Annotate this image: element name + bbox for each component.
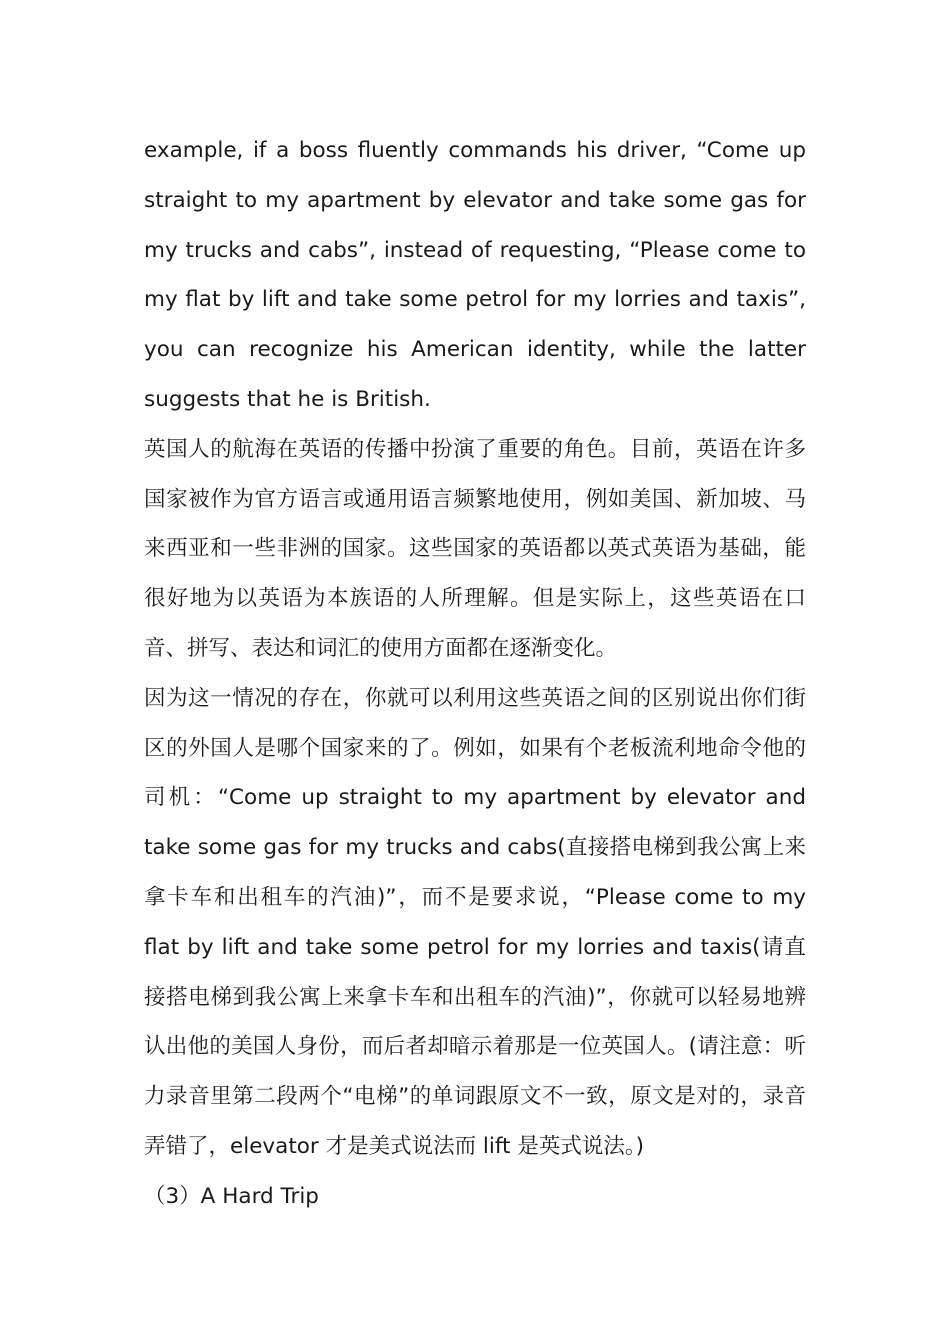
paragraph-english-example: example, if a boss fluently commands his driver, “Come up straight to my apartment by elevator and take some gas for my trucks and cabs”, instead of requesting, “Please come to my flat by lift and take some petrol for my lorries and taxis”, you can recognize his American identity, while the latter suggests that he is British. [144,138,806,412]
document-body [144,126,806,1222]
paragraph-chinese-example: 因为这一情况的存在，你就可以利用这些英语之间的区别说出你们街区的外国人是哪个国家来的了。例如，如果有个老板流利地命令他的司机：“Come up straight to my apartment by elevator and take some gas for my trucks and cabs(直接搭电梯到我公寓上来拿卡车和出租车的汽油)”，而不是要求说，“Please come to my flat by lift and take some petrol for my lorries and taxis(请直接搭电梯到我公寓上来拿卡车和出租车的汽油)”，你就可以轻易地辨认出他的美国人身份，而后者却暗示着那是一位英国人。(请注意：听力录音里第二段两个“电梯”的单词跟原文不一致，原文是对的，录音弄错了，elevator 才是美式说法而 lift 是英式说法。) [144,685,806,1159]
section-heading: （3）A Hard Trip [144,1183,319,1209]
paragraph-chinese-spread: 英国人的航海在英语的传播中扮演了重要的角色。目前，英语在许多国家被作为官方语言或通用语言频繁地使用，例如美国、新加坡、马来西亚和一些非洲的国家。这些国家的英语都以英式英语为基础，能很好地为以英语为本族语的人所理解。但是实际上，这些英语在口音、拼写、表达和词汇的使用方面都在逐渐变化。 [144,436,806,661]
